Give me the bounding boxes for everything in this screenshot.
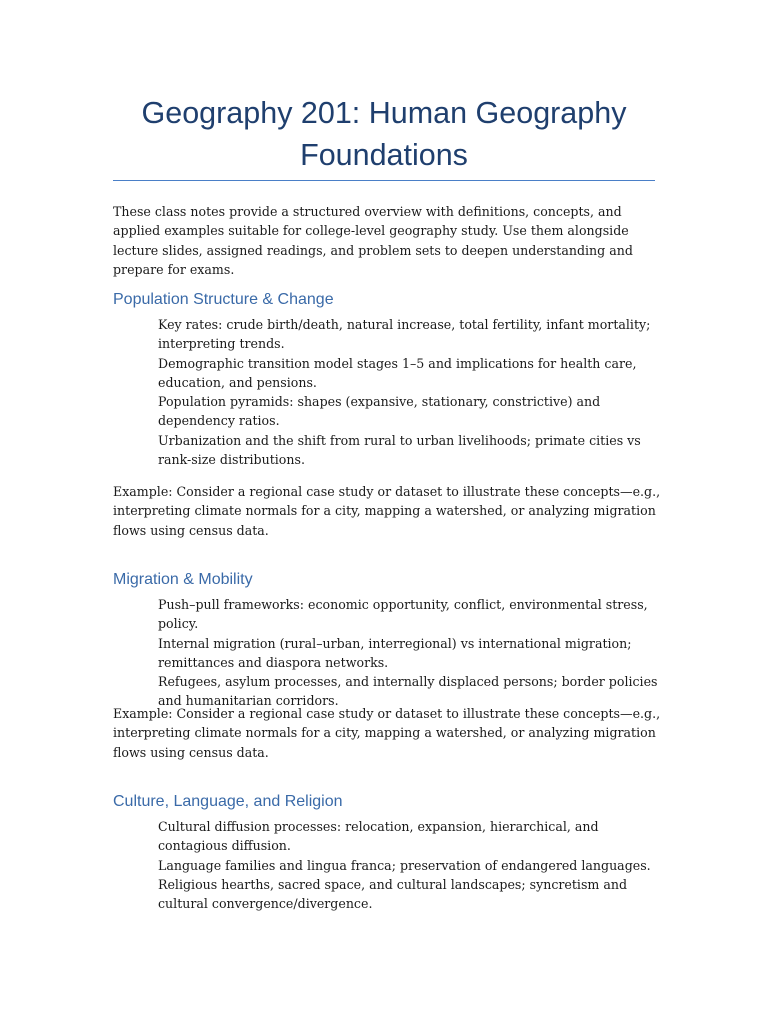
document-title xyxy=(113,92,655,176)
list-item: Demographic transition model stages 1–5 and implications for health care, education, and pensions. xyxy=(158,355,637,390)
section-heading-migration: Migration & Mobility xyxy=(113,571,253,588)
section-list-culture xyxy=(158,817,658,913)
list-item: Key rates: crude birth/death, natural increase, total fertility, infant mortality; interpreting trends. xyxy=(158,317,651,352)
list-item: Internal migration (rural–urban, interregional) vs international migration; remittances and diaspora networks. xyxy=(158,635,632,670)
section-heading-population: Population Structure & Change xyxy=(113,291,334,308)
document-title-line-2: Foundations xyxy=(300,138,468,172)
list-item: Push–pull frameworks: economic opportunity, conflict, environmental stress, policy. xyxy=(158,597,648,632)
list-item: Refugees, asylum processes, and internally displaced persons; border policies and humanitarian corridors. xyxy=(158,674,658,709)
title-block xyxy=(113,92,655,176)
title-divider xyxy=(113,180,655,181)
section-heading-culture: Culture, Language, and Religion xyxy=(113,793,343,810)
example-paragraph-migration: Example: Consider a regional case study or dataset to illustrate these concepts—e.g., interpreting climate normals for a city, mapping a watershed, or analyzing migration flows using census data. xyxy=(113,706,661,760)
section-list-population xyxy=(158,315,658,469)
intro-paragraph: These class notes provide a structured overview with definitions, concepts, and applied examples suitable for college-level geography study. Use them alongside lecture slides, assigned readings, and problem sets to deepen understanding and prepare for exams. xyxy=(113,204,633,277)
example-paragraph-population: Example: Consider a regional case study or dataset to illustrate these concepts—e.g., interpreting climate normals for a city, mapping a watershed, or analyzing migration flows using census data. xyxy=(113,484,661,538)
document-title-line-1: Geography 201: Human Geography xyxy=(141,96,627,130)
list-item: Religious hearths, sacred space, and cultural landscapes; syncretism and cultural convergence/divergence. xyxy=(158,876,628,912)
list-item: Language families and lingua franca; preservation of endangered languages. xyxy=(158,857,651,873)
list-item: Cultural diffusion processes: relocation, expansion, hierarchical, and contagious diffusion. xyxy=(158,819,599,854)
list-item: Urbanization and the shift from rural to urban livelihoods; primate cities vs rank-size distributions. xyxy=(158,432,641,468)
list-item: Population pyramids: shapes (expansive, stationary, constrictive) and dependency ratios. xyxy=(158,394,601,429)
section-list-migration xyxy=(158,595,658,711)
